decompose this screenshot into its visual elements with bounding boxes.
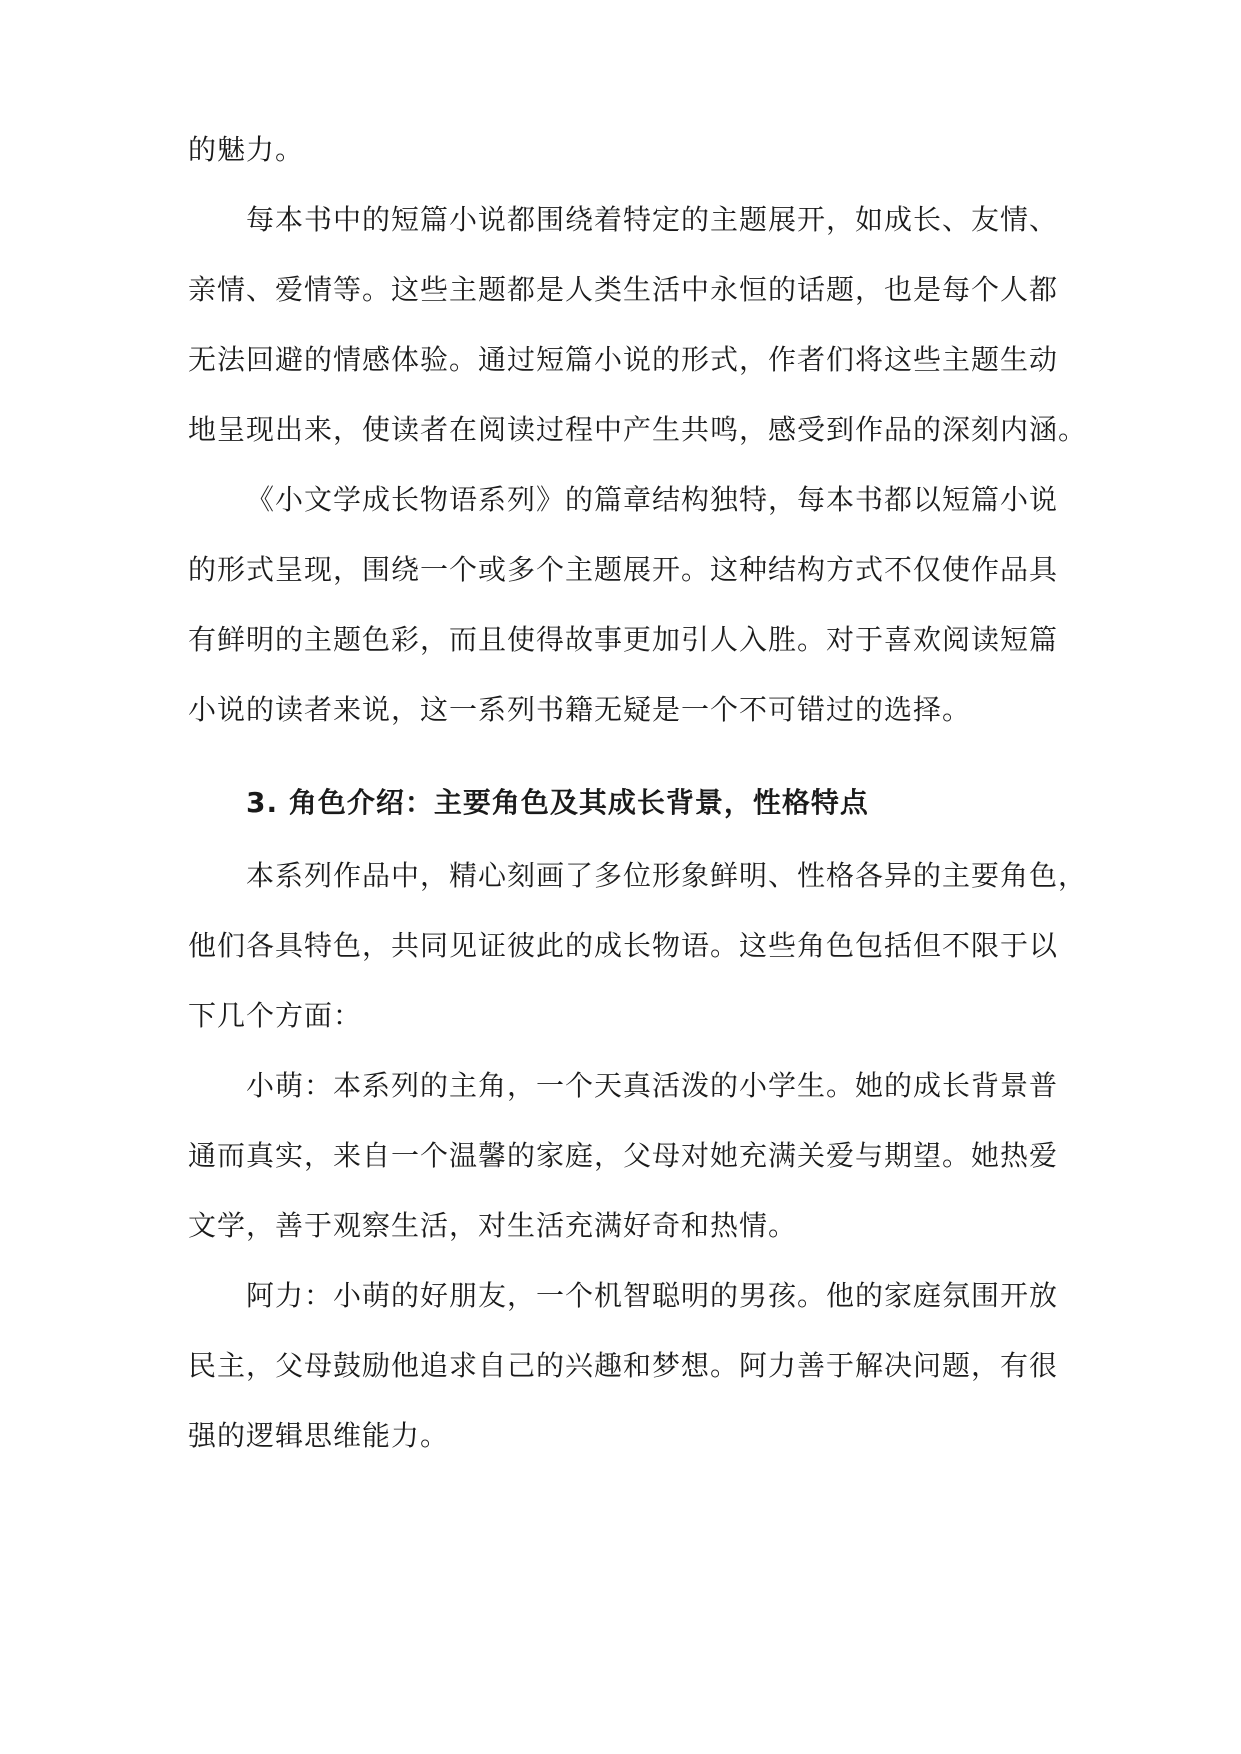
paragraph-line: 小萌：本系列的主角，一个天真活泼的小学生。她的成长背景普 [246,1069,1059,1102]
paragraph-line: 小说的读者来说，这一系列书籍无疑是一个不可错过的选择。 [188,693,972,726]
paragraph-line: 的魅力。 [188,133,305,166]
paragraph-line: 他们各具特色，共同见证彼此的成长物语。这些角色包括但不限于以 [188,929,1059,962]
paragraph-line: 有鲜明的主题色彩，而且使得故事更加引人入胜。对于喜欢阅读短篇 [188,623,1059,656]
paragraph-line: 阿力：小萌的好朋友，一个机智聪明的男孩。他的家庭氛围开放 [246,1279,1059,1312]
paragraph-line: 每本书中的短篇小说都围绕着特定的主题展开，如成长、友情、 [246,203,1059,236]
paragraph-line: 民主，父母鼓励他追求自己的兴趣和梦想。阿力善于解决问题，有很 [188,1349,1059,1382]
paragraph-line: 下几个方面： [188,999,363,1032]
paragraph-line: 本系列作品中，精心刻画了多位形象鲜明、性格各异的主要角色， [246,859,1088,892]
paragraph-line: 亲情、爱情等。这些主题都是人类生活中永恒的话题，也是每个人都 [188,273,1059,306]
paragraph-line: 《小文学成长物语系列》的篇章结构独特，每本书都以短篇小说 [246,483,1059,516]
paragraph-line: 文学，善于观察生活，对生活充满好奇和热情。 [188,1209,798,1242]
paragraph-line: 无法回避的情感体验。通过短篇小说的形式，作者们将这些主题生动 [188,343,1059,376]
paragraph-line: 强的逻辑思维能力。 [188,1419,450,1452]
section-heading: 3. 角色介绍：主要角色及其成长背景，性格特点 [246,786,869,819]
paragraph-line: 地呈现出来，使读者在阅读过程中产生共鸣，感受到作品的深刻内涵。 [188,413,1088,446]
paragraph-line: 的形式呈现，围绕一个或多个主题展开。这种结构方式不仅使作品具 [188,553,1059,586]
paragraph-line: 通而真实，来自一个温馨的家庭，父母对她充满关爱与期望。她热爱 [188,1139,1059,1172]
